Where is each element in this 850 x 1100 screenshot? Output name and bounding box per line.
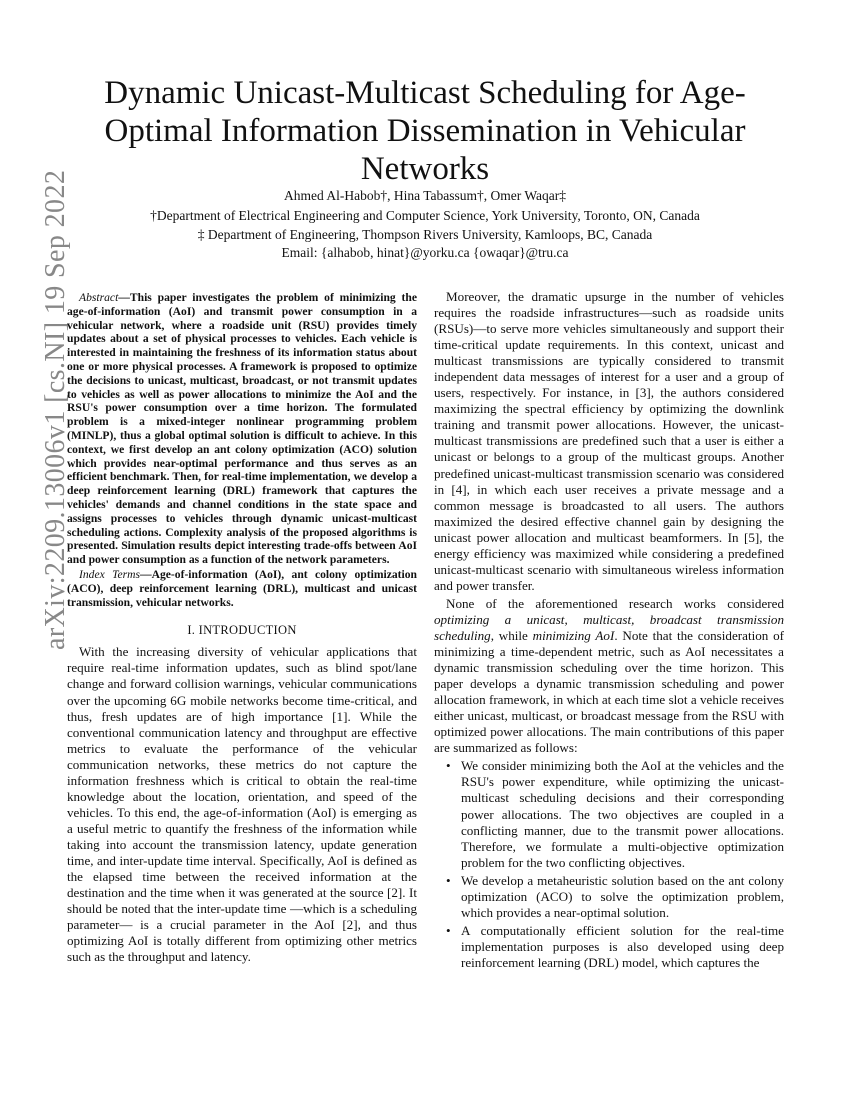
- affiliation-tru: ‡ Department of Engineering, Thompson Rivers University, Kamloops, BC, Canada: [197, 227, 653, 242]
- contribution-item: • A computationally efficient solution for the real-time implementation purposes is also developed using deep reinforcement learning (DRL) model, which captures the: [461, 923, 784, 971]
- abstract: [67, 291, 417, 567]
- intro-paragraph-1: With the increasing diversity of vehicular applications that require real-time information updates, such as blind spot/lane change and forward collision warnings, vehicular communications over the upcoming 6G mobile networks become time-critical, and thus, fresh updates are of high importance [1]. While the conventional communication latency and throughput are effective metrics to evaluate the performance of the vehicular communication networks, these metrics do not capture the information freshness which is critical to obtain the real-time knowledge about the location, orientation, and speed of the vehicles. To this end, the age-of-information (AoI) is emerging as a useful metric to quantify the freshness of the information while taking into account the transmission latency, update generation time, and inter-update time interval. Specifically, AoI is defined as the elapsed time between the received information at the destination and the time when it was generated at the source [2]. It should be noted that the inter-update time —which is a scheduling parameter— is a crucial parameter in the AoI [2], and thus optimizing AoI is totally different from optimizing other metrics such as the throughput and latency.: [67, 644, 417, 965]
- section-heading-introduction: I. INTRODUCTION: [187, 623, 297, 638]
- p3-emphasis-aoi: minimizing AoI: [532, 627, 615, 643]
- contribution-list: [434, 758, 784, 971]
- index-terms-label: Index Terms: [79, 567, 141, 581]
- intro-paragraph-3: [434, 596, 784, 756]
- index-terms-body: —Age-of-information (AoI), ant colony optimization (ACO), deep reinforcement learning (DRL), multicast and unicast transmission, vehicular networks.: [67, 567, 417, 609]
- affiliation-york: †Department of Electrical Engineering and Computer Science, York University, Toronto, ON, Canada: [150, 208, 700, 223]
- p3-text-c: . Note that the consideration of minimizing a time-dependent metric, such as AoI necessitates a dynamic transmission scheduling over the time horizon. This paper develops a dynamic transmission scheduling and power allocation framework, in which at each time slot a vehicle receives either unicast, multicast, or broadcast message from the RSU with optimized power allocations. The main contributions of this paper are summarized as follows:: [434, 627, 784, 756]
- intro-paragraph-2: Moreover, the dramatic upsurge in the number of vehicles requires the roadside infrastructures—such as roadside units (RSUs)—to serve more vehicles simultaneously and support their time-critical update requirements. In this context, unicast and multicast transmissions are typically considered to transmit independent data messages of interest for a user and a group of users, respectively. For instance, in [3], the authors considered maximizing the spectral efficiency by optimizing the downlink training and transmit power allocations. However, the unicast-multicast transmissions are predefined such that a user is either a unicast or belongs to a group of the multicast groups. Another predefined unicast-multicast transmission scenario was considered in [4], in which each user receives a private message and a common message is broadcasted to all users. The authors maximized the desired effective channel gain by designing the unicast power allocation and multicast beamformers. In [5], the energy efficiency was maximized while considering a predefined unicast-multicast scenario with simultaneous wireless information and power transfer.: [434, 289, 784, 593]
- author-list: Ahmed Al-Habob†, Hina Tabassum†, Omer Waqar‡: [283, 188, 567, 203]
- p3-text-b: , while: [490, 627, 533, 643]
- paper-title: Dynamic Unicast-Multicast Scheduling for Age-Optimal Information Dissemination in Vehicular Networks: [104, 75, 746, 187]
- abstract-label: Abstract: [79, 291, 119, 304]
- author-emails: Email: {alhabob, hinat}@yorku.ca {owaqar}@tru.ca: [281, 245, 569, 260]
- p3-text-a: None of the aforementioned research works considered: [446, 595, 784, 611]
- left-column: [67, 291, 417, 965]
- right-column: [434, 289, 784, 973]
- contribution-item: • We develop a metaheuristic solution based on the ant colony optimization (ACO) to solve the optimization problem, which provides a near-optimal solution.: [461, 873, 784, 921]
- abstract-body: —This paper investigates the problem of minimizing the age-of-information (AoI) and transmit power consumption in a vehicular network, where a roadside unit (RSU) provides timely updates about a set of physical processes to vehicles. Each vehicle is interested in maintaining the freshness of its information status about one or more physical processes. A framework is proposed to optimize the decisions to unicast, multicast, broadcast, or not transmit updates to vehicles as well as power allocations to minimize the AoI and the RSU's power consumption over a time horizon. The formulated problem is a mixed-integer nonlinear programming problem (MINLP), thus a global optimal solution is difficult to achieve. In this context, we first develop an ant colony optimization (ACO) solution which provides near-optimal performance and thus serves as an efficient benchmark. Then, for real-time implementation, we develop a deep reinforcement learning (DRL) framework that captures the vehicles' demands and channel conditions in the state space and assigns processes to vehicles through dynamic unicast-multicast scheduling actions. Complexity analysis of the proposed algorithms is presented. Simulation results depict interesting trade-offs between AoI and power consumption as a function of the network parameters.: [67, 291, 417, 567]
- arxiv-identifier: arXiv:2209.13006v1 [cs.NI] 19 Sep 2022: [40, 169, 71, 650]
- index-terms: [67, 568, 417, 609]
- contribution-item: • We consider minimizing both the AoI at the vehicles and the RSU's power expenditure, while optimizing the unicast-multicast scheduling decisions and their corresponding power allocations. The two objectives are coupled in a conflicting manner, due to the transmit power allocations. Therefore, we formulate a multi-objective optimization problem for the two conflicting objectives.: [461, 758, 784, 870]
- p3-emphasis-scheduling: optimizing a unicast, multicast, broadcast transmission scheduling: [434, 611, 784, 643]
